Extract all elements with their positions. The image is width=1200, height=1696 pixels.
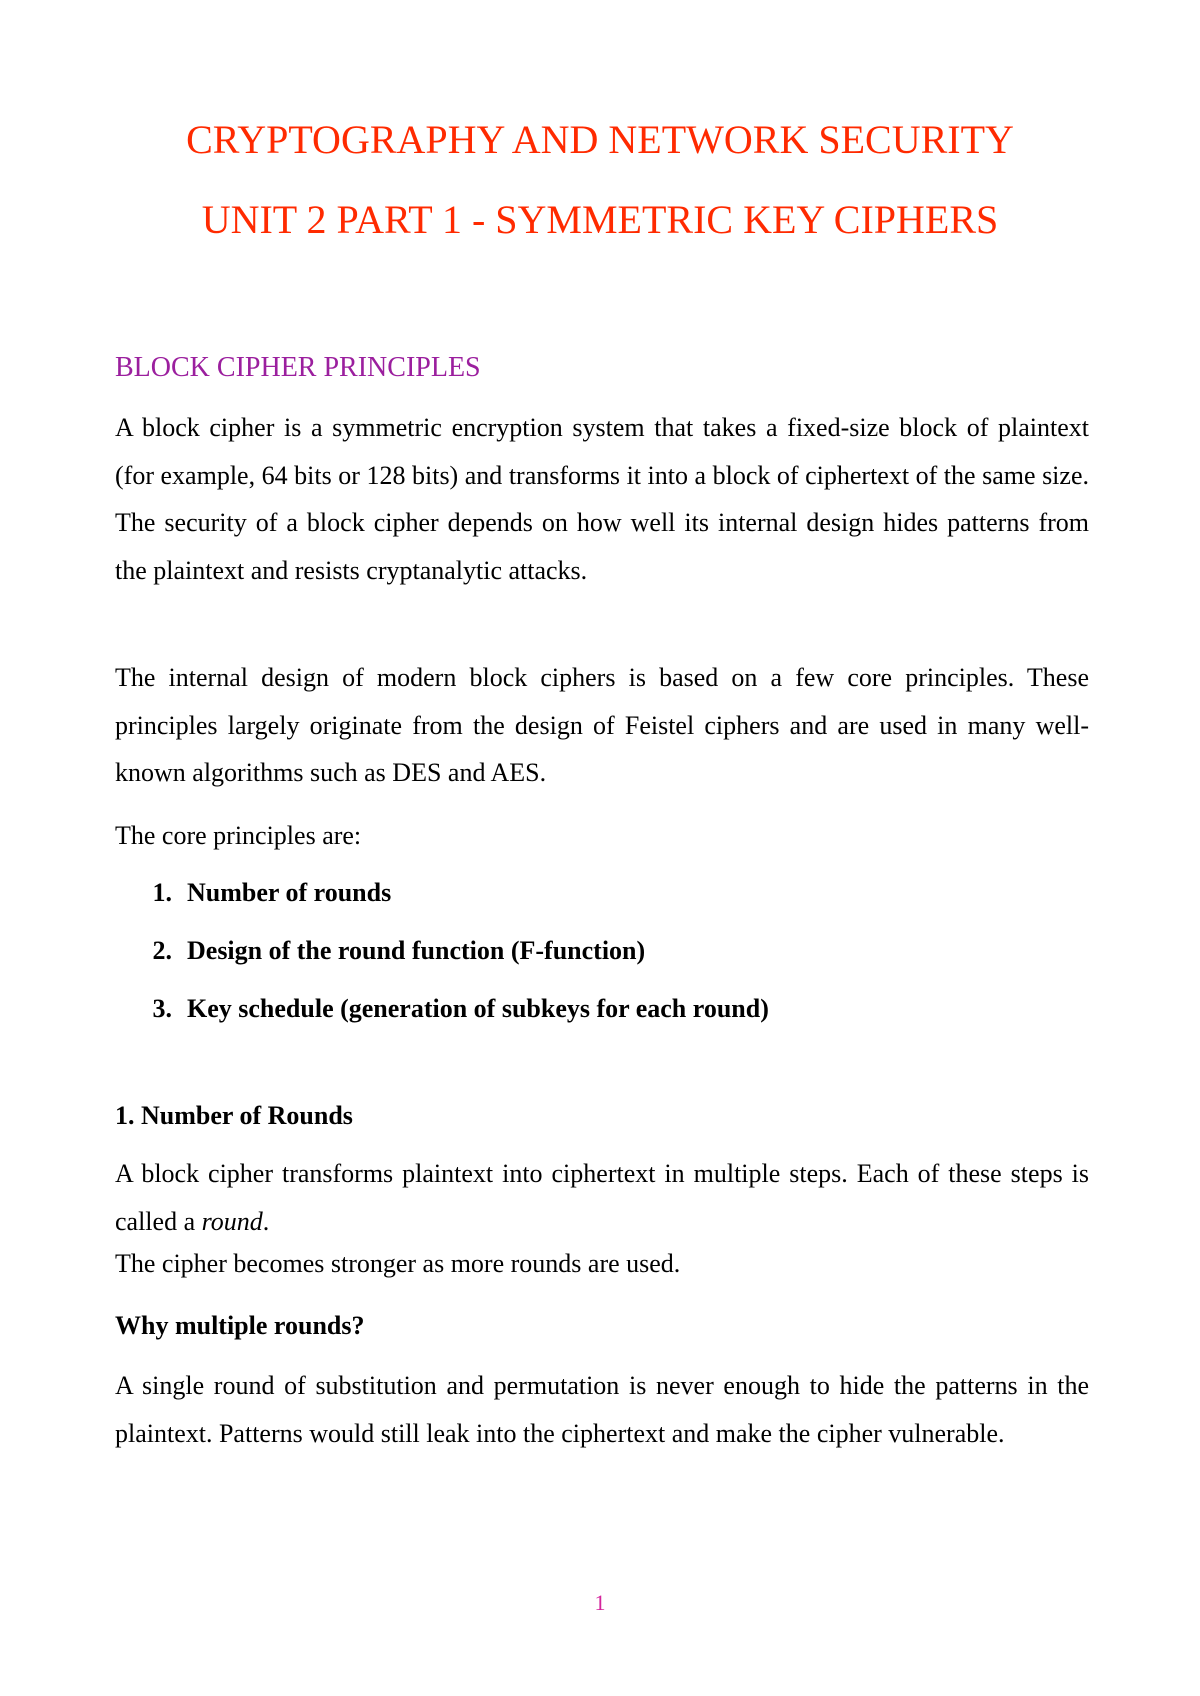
list-item-text: Design of the round function (F-function) xyxy=(187,936,646,965)
section-heading-block-cipher-principles: BLOCK CIPHER PRINCIPLES xyxy=(115,352,481,383)
paragraph-why-multiple-rounds: A single round of substitution and permutation is never enough to hide the patterns in the plaintext. Patterns would still leak into the ciphertext and make the cipher vulnerable. xyxy=(115,1371,1089,1448)
principles-list xyxy=(115,864,769,1038)
rounds-para-italic-term: round xyxy=(201,1206,263,1236)
document-title-line1: CRYPTOGRAPHY AND NETWORK SECURITY xyxy=(186,117,1014,162)
list-item xyxy=(115,922,769,980)
list-item-text: Number of rounds xyxy=(187,878,392,907)
paragraph-rounds-strength: The cipher becomes stronger as more rounds are used. xyxy=(115,1249,681,1278)
subheading-why-multiple-rounds: Why multiple rounds? xyxy=(115,1311,365,1340)
document-title-line2: UNIT 2 PART 1 - SYMMETRIC KEY CIPHERS xyxy=(201,197,999,242)
paragraph-rounds-definition xyxy=(115,1150,1089,1245)
paragraph-core-principles-intro: The core principles are: xyxy=(115,821,362,850)
rounds-para-end: . xyxy=(262,1206,270,1236)
list-item-number: 1. xyxy=(152,878,172,907)
list-item-text: Key schedule (generation of subkeys for each round) xyxy=(187,994,769,1023)
list-item-number: 2. xyxy=(152,936,172,965)
paragraph-block-cipher-definition: A block cipher is a symmetric encryption system that takes a fixed-size block of plaintext (for example, 64 bits or 128 bits) and transforms it into a block of ciphertext of the same size. The security of a block cipher depends on how well its internal design hides patterns from the plaintext and resists cryptanalytic attacks. xyxy=(115,413,1089,585)
page-number: 1 xyxy=(594,1590,606,1615)
rounds-para-start: A block cipher transforms plaintext into ciphertext in multiple steps. Each of these steps is called a xyxy=(115,1159,1089,1236)
list-item xyxy=(115,980,769,1038)
list-item xyxy=(115,864,769,922)
subheading-number-of-rounds: 1. Number of Rounds xyxy=(115,1101,353,1130)
paragraph-core-principles-origin: The internal design of modern block ciphers is based on a few core principles. These principles largely originate from the design of Feistel ciphers and are used in many well-known algorithms such as DES and AES. xyxy=(115,663,1089,787)
list-item-number: 3. xyxy=(152,994,172,1023)
